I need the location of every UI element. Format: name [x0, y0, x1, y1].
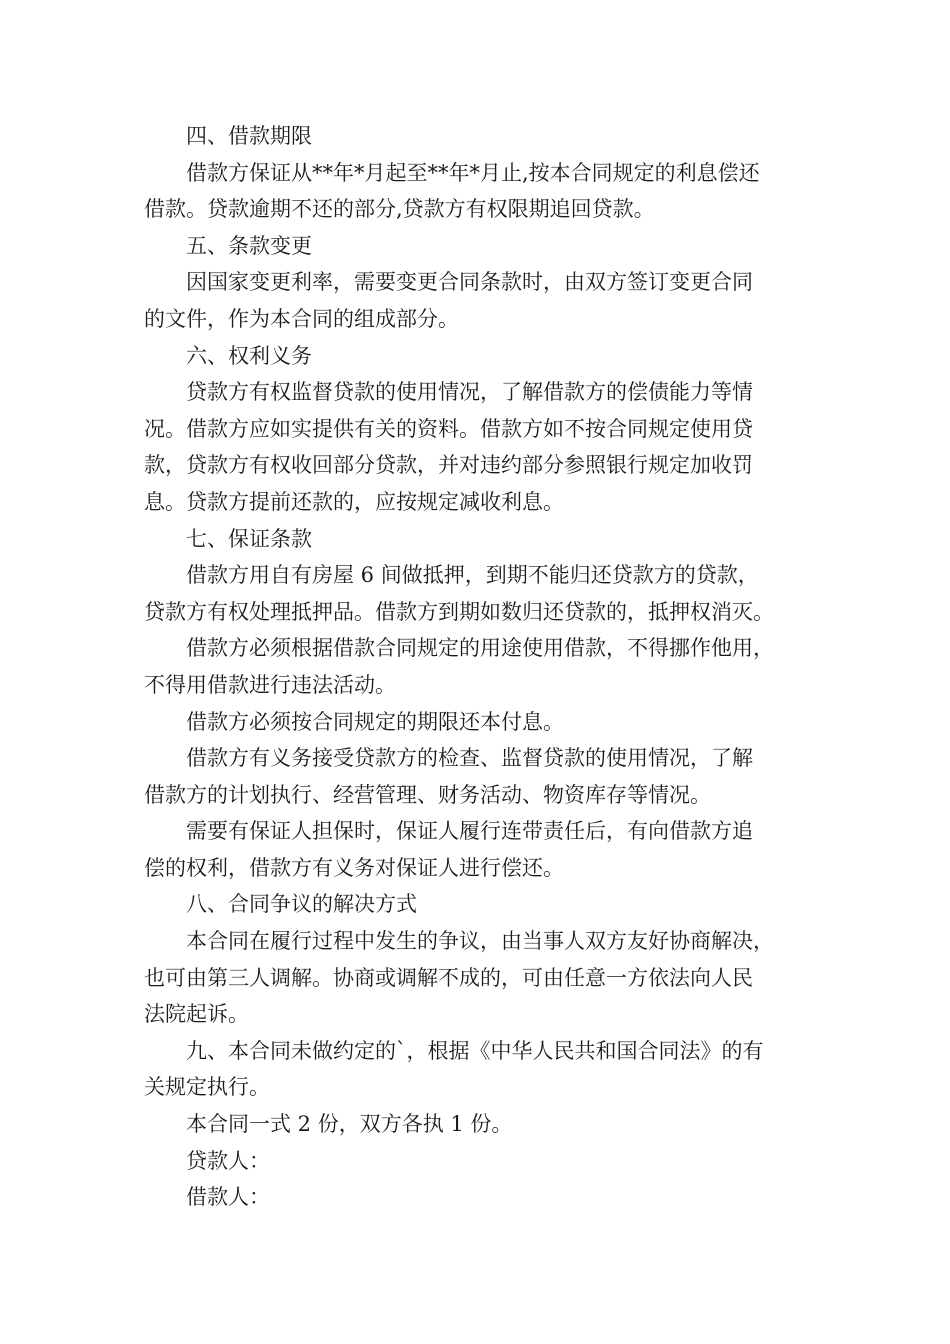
text-line: 借款方必须根据借款合同规定的用途使用借款，不得挪作他用， — [186, 636, 774, 661]
paragraph-guarantee-repay — [144, 704, 806, 741]
text-line: 因国家变更利率，需要变更合同条款时，由双方签订变更合同 — [186, 270, 753, 295]
text-line: 本合同在履行过程中发生的争议，由当事人双方友好协商解决， — [186, 929, 774, 954]
paragraph-dispute — [144, 923, 806, 1033]
text-line: 借款方保证从**年*月起至**年*月止,按本合同规定的利息偿还 — [186, 160, 760, 185]
text-line: 五、条款变更 — [186, 233, 312, 258]
text-line: 偿的权利，借款方有义务对保证人进行偿还。 — [144, 855, 564, 880]
paragraph-guarantee-guarantor — [144, 813, 806, 886]
text-line: 况。借款方应如实提供有关的资料。借款方如不按合同规定使用贷 — [144, 416, 753, 441]
text-line: 本合同一式 2 份，双方各执 1 份。 — [186, 1112, 513, 1137]
text-line: 借款方有义务接受贷款方的检查、监督贷款的使用情况，了解 — [186, 746, 753, 771]
heading-dispute — [144, 886, 806, 923]
text-line: 九、本合同未做约定的`，根据《中华人民共和国合同法》的有 — [186, 1038, 764, 1063]
heading-loan-term — [144, 118, 806, 155]
paragraph-unspecified — [144, 1033, 806, 1106]
text-line: 六、权利义务 — [186, 343, 312, 368]
text-line: 借款方用自有房屋 6 间做抵押，到期不能归还贷款方的贷款， — [186, 563, 759, 588]
text-line: 贷款方有权监督贷款的使用情况，了解借款方的偿债能力等情 — [186, 380, 753, 405]
heading-clause-change — [144, 228, 806, 265]
paragraph-rights-duties — [144, 374, 806, 520]
heading-rights-duties — [144, 338, 806, 375]
text-line: 借款方的计划执行、经营管理、财务活动、物资库存等情况。 — [144, 782, 711, 807]
text-line: 款，贷款方有权收回部分贷款，并对违约部分参照银行规定加收罚 — [144, 453, 753, 478]
text-line: 不得用借款进行违法活动。 — [144, 672, 396, 697]
borrower-signature-label — [144, 1179, 806, 1216]
text-line: 贷款人： — [186, 1148, 270, 1173]
paragraph-copies — [144, 1106, 806, 1143]
paragraph-guarantee-mortgage — [144, 557, 806, 630]
text-line: 八、合同争议的解决方式 — [186, 892, 417, 917]
heading-guarantee — [144, 521, 806, 558]
text-line: 法院起诉。 — [144, 1002, 249, 1027]
text-line: 借款。贷款逾期不还的部分,贷款方有权限期追回贷款。 — [144, 197, 655, 222]
paragraph-clause-change — [144, 264, 806, 337]
text-line: 也可由第三人调解。协商或调解不成的，可由任意一方依法向人民 — [144, 965, 753, 990]
text-line: 需要有保证人担保时，保证人履行连带责任后，有向借款方追 — [186, 819, 753, 844]
paragraph-loan-term — [144, 155, 806, 228]
text-line: 借款人： — [186, 1185, 270, 1210]
text-line: 七、保证条款 — [186, 526, 312, 551]
text-line: 贷款方有权处理抵押品。借款方到期如数归还贷款的，抵押权消灭。 — [144, 599, 774, 624]
text-line: 借款方必须按合同规定的期限还本付息。 — [186, 709, 564, 734]
text-line: 息。贷款方提前还款的，应按规定减收利息。 — [144, 489, 564, 514]
lender-signature-label — [144, 1143, 806, 1180]
paragraph-guarantee-inspection — [144, 740, 806, 813]
document-page — [144, 118, 806, 1216]
text-line: 四、借款期限 — [186, 124, 312, 148]
text-line: 的文件，作为本合同的组成部分。 — [144, 306, 459, 331]
paragraph-guarantee-usage — [144, 630, 806, 703]
text-line: 关规定执行。 — [144, 1075, 270, 1100]
